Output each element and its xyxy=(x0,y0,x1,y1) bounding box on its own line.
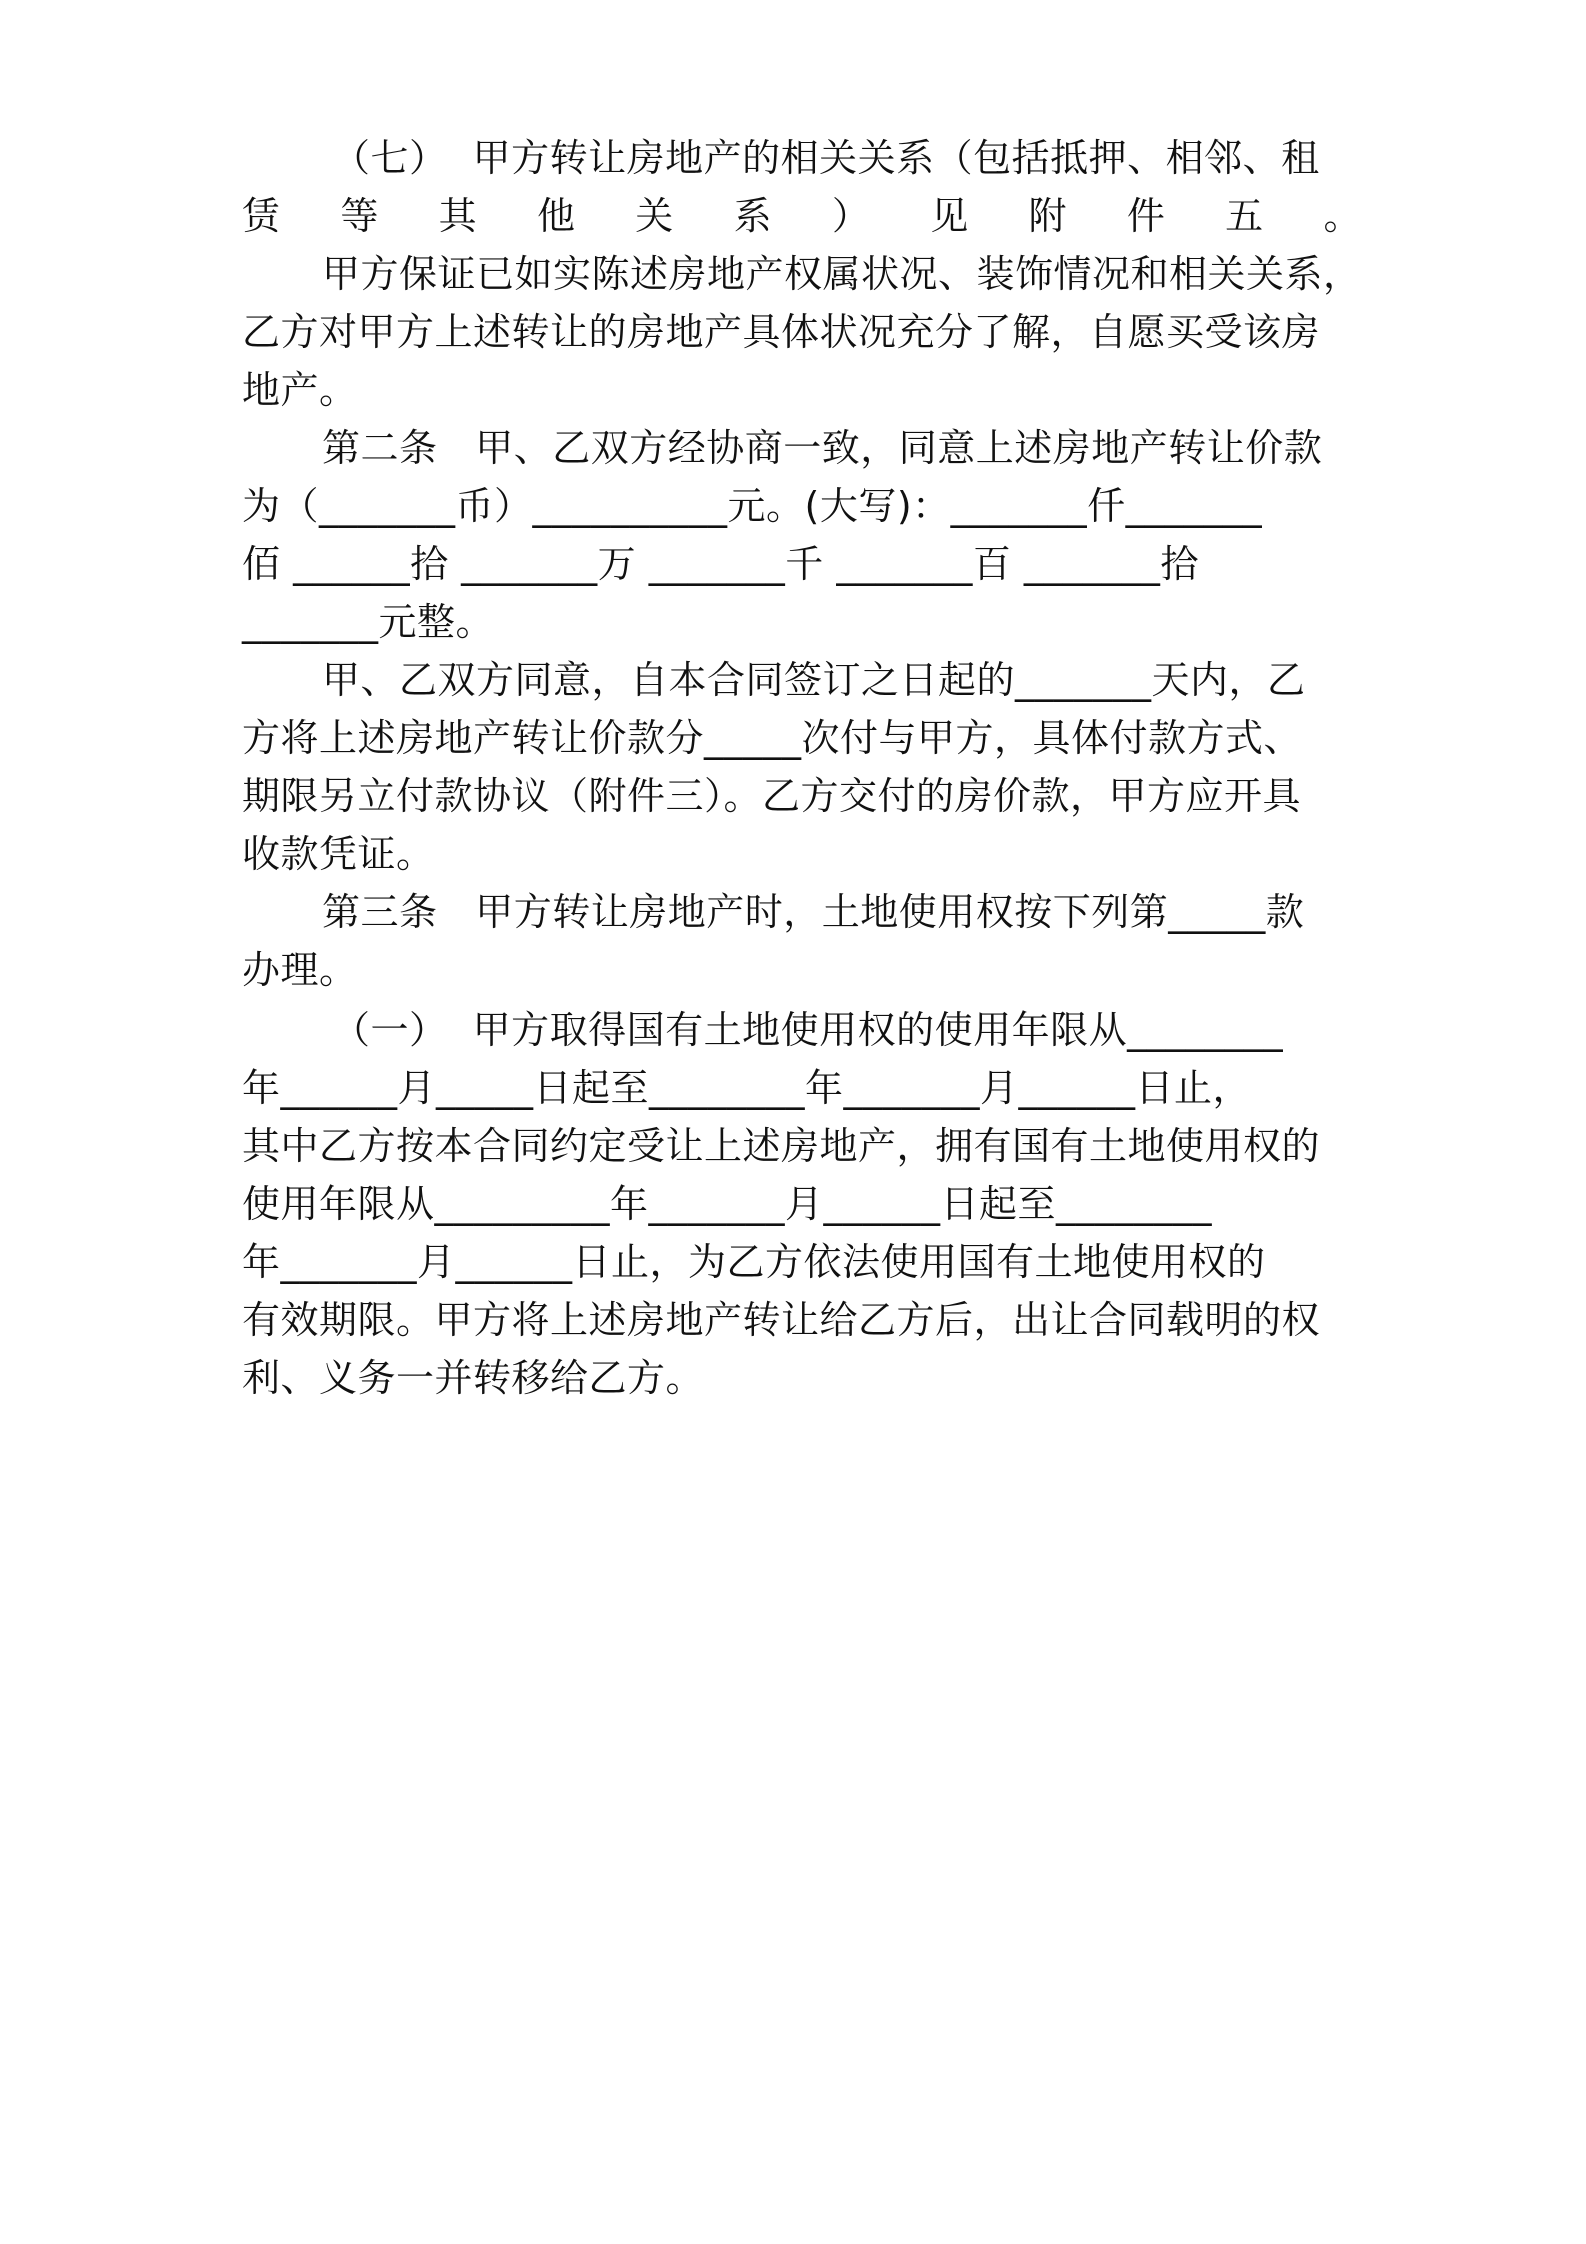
payment-line-2: 方将上述房地产转让价款分_____次付与甲方，具体付款方式、 xyxy=(242,716,1303,760)
clause-1-line-4: 使用年限从_________年_______月______日起至________ xyxy=(242,1182,1213,1226)
clause-1-line-5: 年_______月______日止，为乙方依法使用国有土地使用权的 xyxy=(242,1240,1266,1284)
payment-line-1: 甲、乙双方同意，自本合同签订之日起的_______天内，乙 xyxy=(322,658,1306,702)
clause-1-line-2: 年______月_____日起至________年_______月______日止， xyxy=(242,1066,1252,1110)
clause-1-line-6: 有效期限。甲方将上述房地产转让给乙方后，出让合同载明的权 xyxy=(242,1298,1321,1342)
article-3-line-2: 办理。 xyxy=(242,948,358,992)
article-2-line-1: 第二条 甲、乙双方经协商一致，同意上述房地产转让价款 xyxy=(322,426,1323,470)
article-2-line-3: 佰 ______拾 _______万 _______千 _______百 _______拾 xyxy=(242,542,1199,586)
payment-line-3: 期限另立付款协议（附件三）。乙方交付的房价款，甲方应开具 xyxy=(242,774,1302,818)
guarantee-line-2: 乙方对甲方上述转让的房地产具体状况充分了解，自愿买受该房 xyxy=(242,310,1321,354)
clause-1-line-1: （一） 甲方取得国有土地使用权的使用年限从________ xyxy=(332,1008,1284,1052)
clause-7-line-1: （七） 甲方转让房地产的相关关系（包括抵押、相邻、租 xyxy=(332,136,1320,180)
article-2-line-4: _______元整。 xyxy=(242,600,495,644)
guarantee-line-3: 地产。 xyxy=(242,368,358,412)
clause-1-line-3: 其中乙方按本合同约定受让上述房地产，拥有国有土地使用权的 xyxy=(242,1124,1321,1168)
clause-7-line-2: 赁等其他关系）见附件五。 xyxy=(242,194,1362,238)
payment-line-4: 收款凭证。 xyxy=(242,832,435,876)
article-3-line-1: 第三条 甲方转让房地产时，土地使用权按下列第_____款 xyxy=(322,890,1305,934)
guarantee-line-1: 甲方保证已如实陈述房地产权属状况、装饰情况和相关关系， xyxy=(322,252,1362,296)
article-2-line-2: 为（_______币）__________元。(大写)：_______仟_______ xyxy=(242,484,1263,528)
clause-1-line-7: 利、义务一并转移给乙方。 xyxy=(242,1356,705,1400)
